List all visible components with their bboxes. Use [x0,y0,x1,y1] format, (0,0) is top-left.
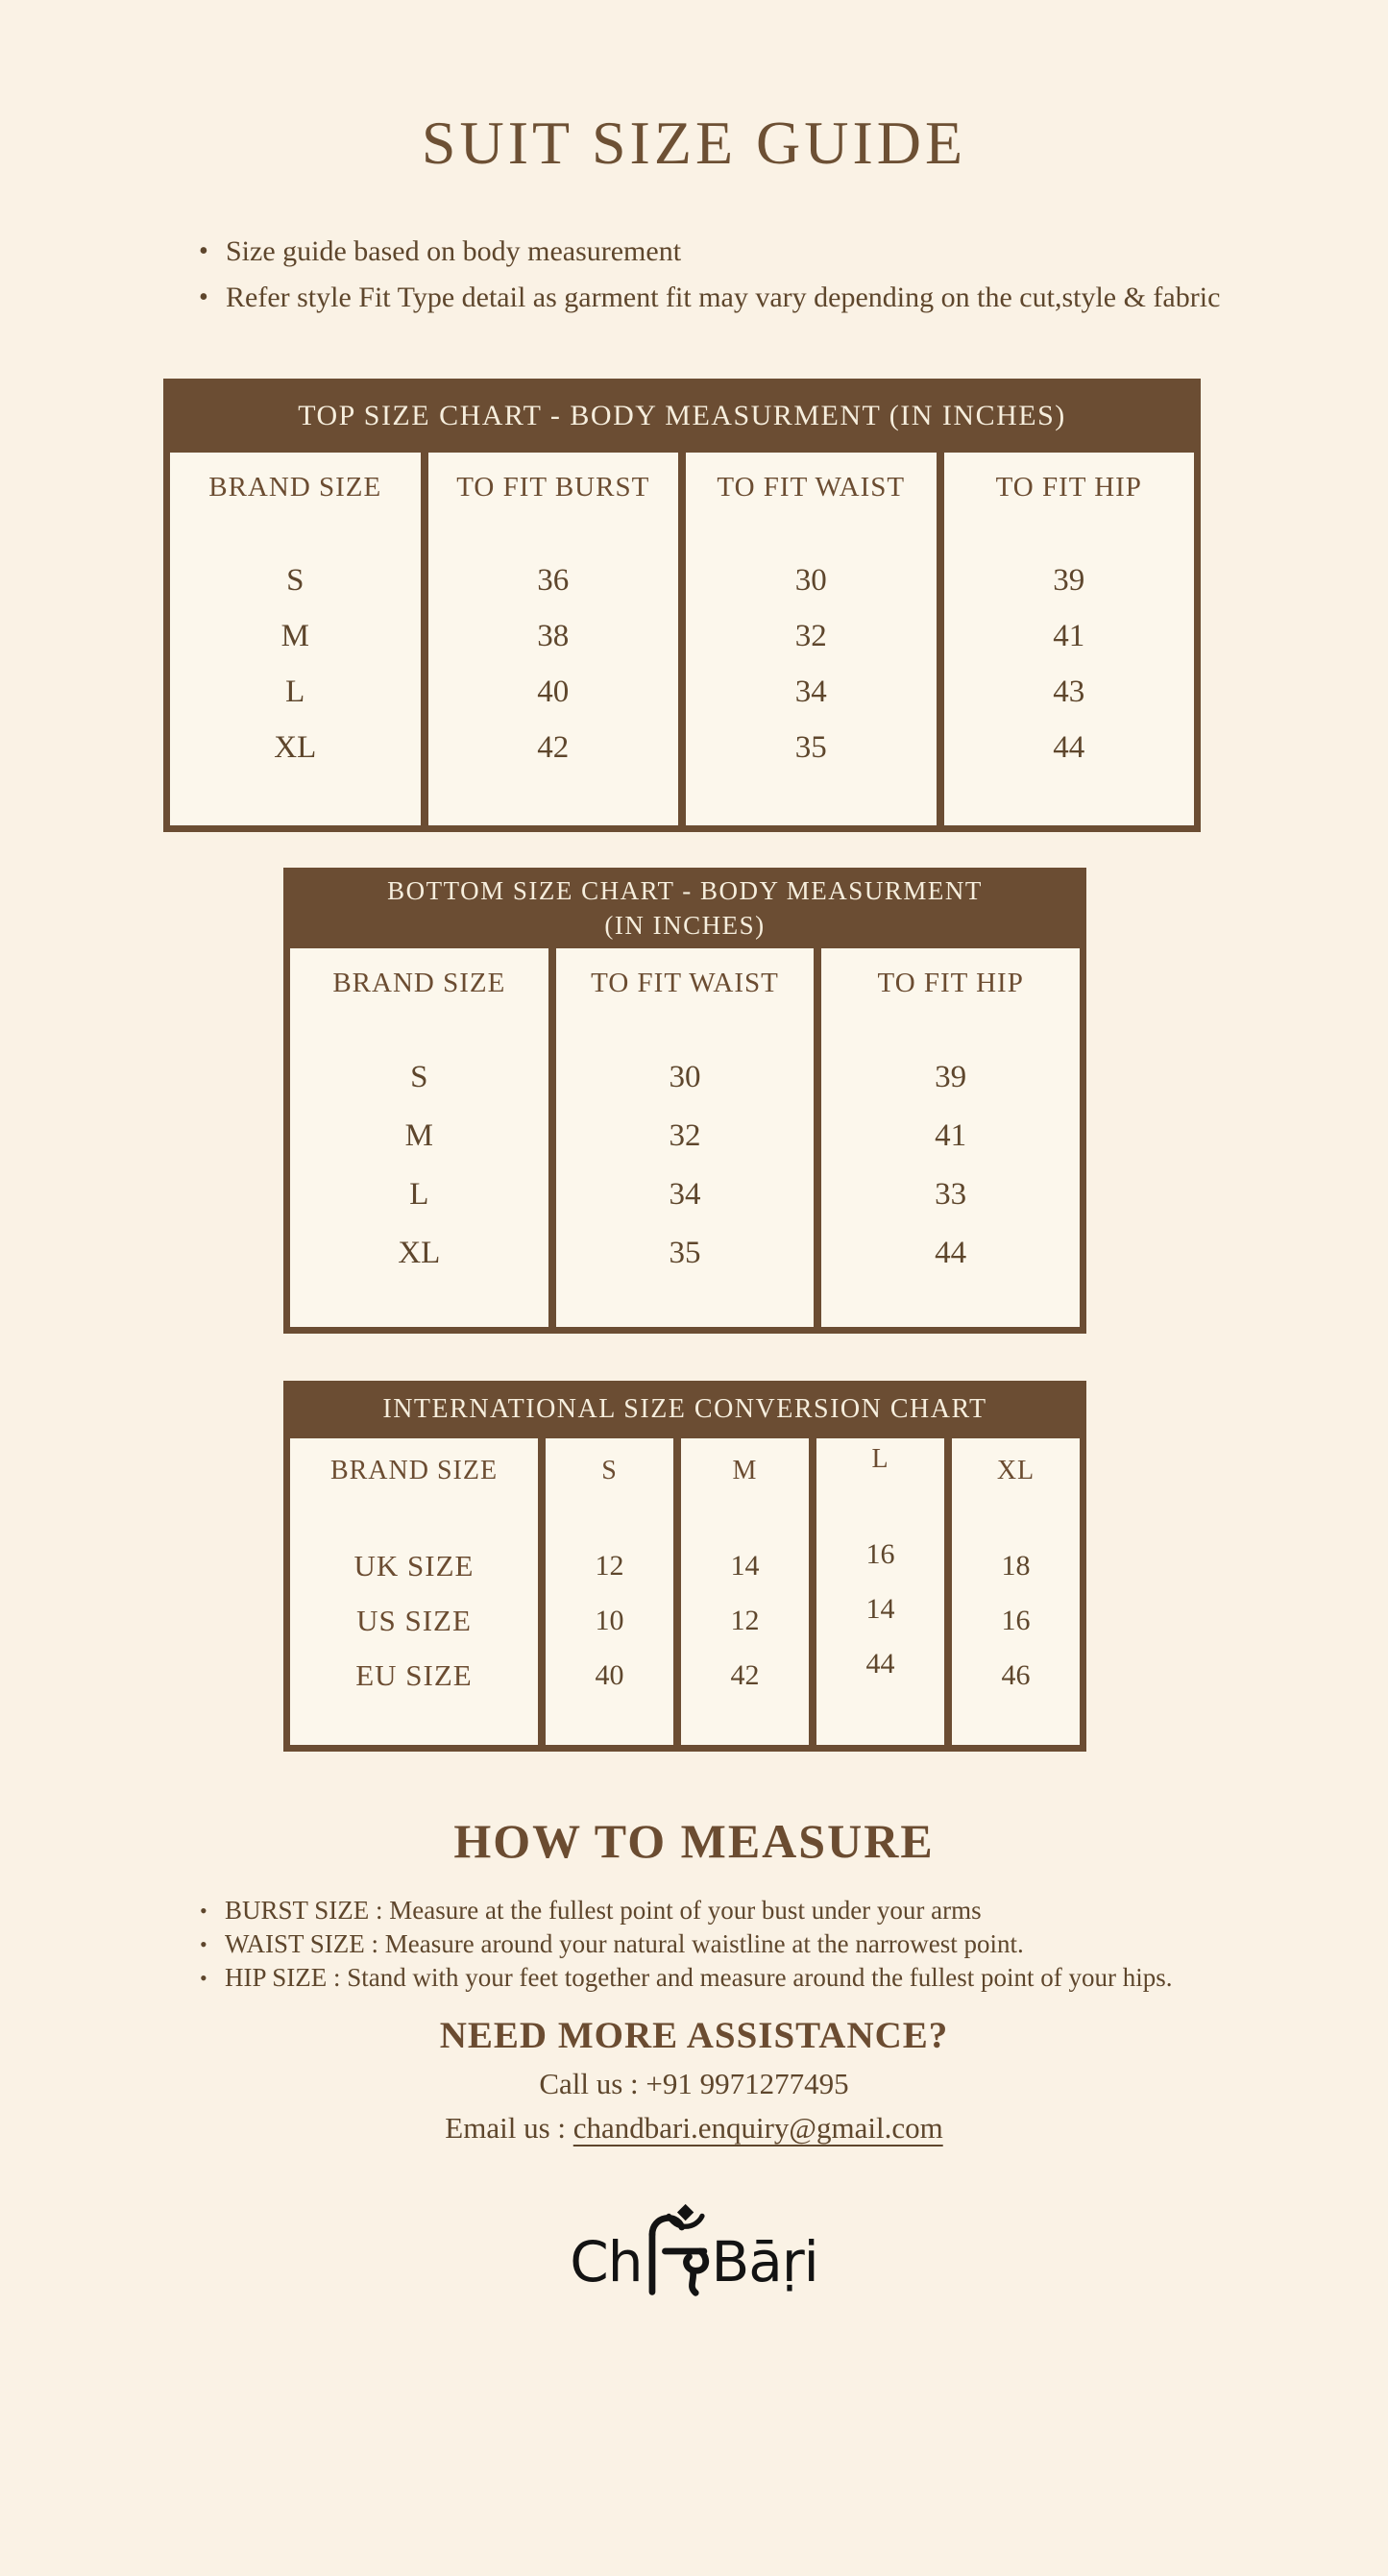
measure-list [200,1894,1218,1995]
top-size-chart-body [163,453,1201,832]
column-header: TO FIT HIP [995,472,1142,503]
cell-value: 30 [794,563,827,598]
title-line: BOTTOM SIZE CHART - BODY MEASURMENT [387,876,983,905]
cell-value: 34 [794,675,827,709]
column-header: L [871,1444,889,1474]
cell-value: 44 [935,1236,967,1270]
column-to-fit-waist [686,453,937,825]
cell-value: L [409,1177,429,1212]
cell-value: 44 [865,1648,895,1680]
row-label: US SIZE [356,1604,472,1637]
cell-value: 10 [595,1605,624,1636]
cell-value: 39 [935,1060,967,1094]
cell-value: 14 [865,1593,895,1625]
column-header: TO FIT BURST [456,472,650,503]
cell-value: 12 [730,1605,760,1636]
logo-prefix: Ch [570,2229,643,2294]
top-size-chart [163,379,1201,832]
bottom-size-chart-body [283,948,1086,1334]
international-size-chart [283,1381,1086,1752]
cell-value: 32 [794,619,827,653]
cell-value: 46 [1001,1659,1031,1691]
email-line [0,2111,1388,2146]
how-to-measure-title: HOW TO MEASURE [453,1814,935,1868]
assistance-title: NEED MORE ASSISTANCE? [439,2015,949,2056]
international-size-chart-title-bar: INTERNATIONAL SIZE CONVERSION CHART [382,1394,987,1424]
call-line [0,2067,1388,2101]
cell-value: S [410,1060,428,1094]
column-header: TO FIT WAIST [717,472,906,503]
cell-value: 33 [935,1177,967,1212]
column-to-fit-hip [821,948,1080,1327]
column-brand-size [290,948,548,1327]
cell-value: 38 [537,619,570,653]
title-line: (IN INCHES) [604,911,766,940]
cell-value: 39 [1053,563,1085,598]
cell-value: 42 [730,1659,760,1691]
column-header: BRAND SIZE [329,1456,499,1485]
cell-value: 41 [935,1118,967,1153]
cell-value: 30 [669,1060,701,1094]
cell-value: 44 [1053,730,1085,765]
international-size-chart-body [283,1438,1086,1752]
column-size-xl [952,1438,1080,1745]
cell-value: 18 [1001,1550,1031,1582]
cell-value: 40 [595,1659,624,1691]
cell-value: 41 [1053,619,1085,653]
cell-value: 43 [1053,675,1085,709]
devanagari-chand-icon [643,2201,710,2301]
column-header: BRAND SIZE [208,472,382,503]
bottom-size-chart [283,868,1086,1334]
call-label: Call us : [539,2067,646,2100]
column-header: BRAND SIZE [332,968,506,998]
column-size-l [816,1438,944,1745]
column-header: TO FIT WAIST [591,968,779,998]
column-header: S [601,1456,618,1485]
column-to-fit-burst [428,453,679,825]
cell-value: 36 [537,563,570,598]
phone-number: +91 9971277495 [645,2067,849,2100]
column-header: M [732,1456,758,1485]
intro-item: • Size guide based on body measurement [197,229,1230,275]
cell-value: 35 [794,730,827,765]
row-label: EU SIZE [355,1658,473,1692]
cell-value: L [285,675,305,709]
email-label: Email us : [445,2111,573,2145]
intro-item: • Refer style Fit Type detail as garment fit may vary depending on the cut,style & fabric [197,275,1230,321]
cell-value: 12 [595,1550,624,1582]
brand-logo [0,2201,1388,2294]
cell-value: XL [398,1236,441,1270]
column-brand-size [170,453,421,825]
row-label: UK SIZE [353,1549,475,1582]
measure-item-waist: • WAIST SIZE : Measure around your natural waistline at the narrowest point. [200,1927,1218,1961]
cell-value: M [404,1118,433,1153]
cell-value: M [280,619,309,653]
cell-value: 40 [537,675,570,709]
measure-item-hip: • HIP SIZE : Stand with your feet together and measure around the fullest point of your hips. [200,1961,1218,1995]
top-size-chart-title-bar: TOP SIZE CHART - BODY MEASURMENT (IN INCHES) [298,400,1066,431]
cell-value: 32 [669,1118,701,1153]
measure-item-burst: • BURST SIZE : Measure at the fullest point of your bust under your arms [200,1894,1218,1927]
cell-value: 16 [865,1538,895,1570]
cell-value: 14 [730,1550,760,1582]
column-size-m [681,1438,809,1745]
column-to-fit-hip [944,453,1195,825]
bottom-size-chart-title-bar [283,868,1086,948]
column-brand-size [290,1438,538,1745]
cell-value: 42 [537,730,570,765]
cell-value: S [286,563,304,598]
page-title: SUIT SIZE GUIDE [421,109,967,177]
cell-value: 34 [669,1177,701,1212]
cell-value: 16 [1001,1605,1031,1636]
column-to-fit-waist [556,948,815,1327]
column-header: XL [996,1456,1035,1485]
email-link[interactable]: chandbari.enquiry@gmail.com [572,2111,943,2145]
logo-suffix: Bāṛi [711,2229,818,2294]
column-size-s [546,1438,673,1745]
cell-value: 35 [669,1236,701,1270]
column-header: TO FIT HIP [877,968,1024,998]
cell-value: XL [274,730,317,765]
intro-list [197,229,1230,321]
